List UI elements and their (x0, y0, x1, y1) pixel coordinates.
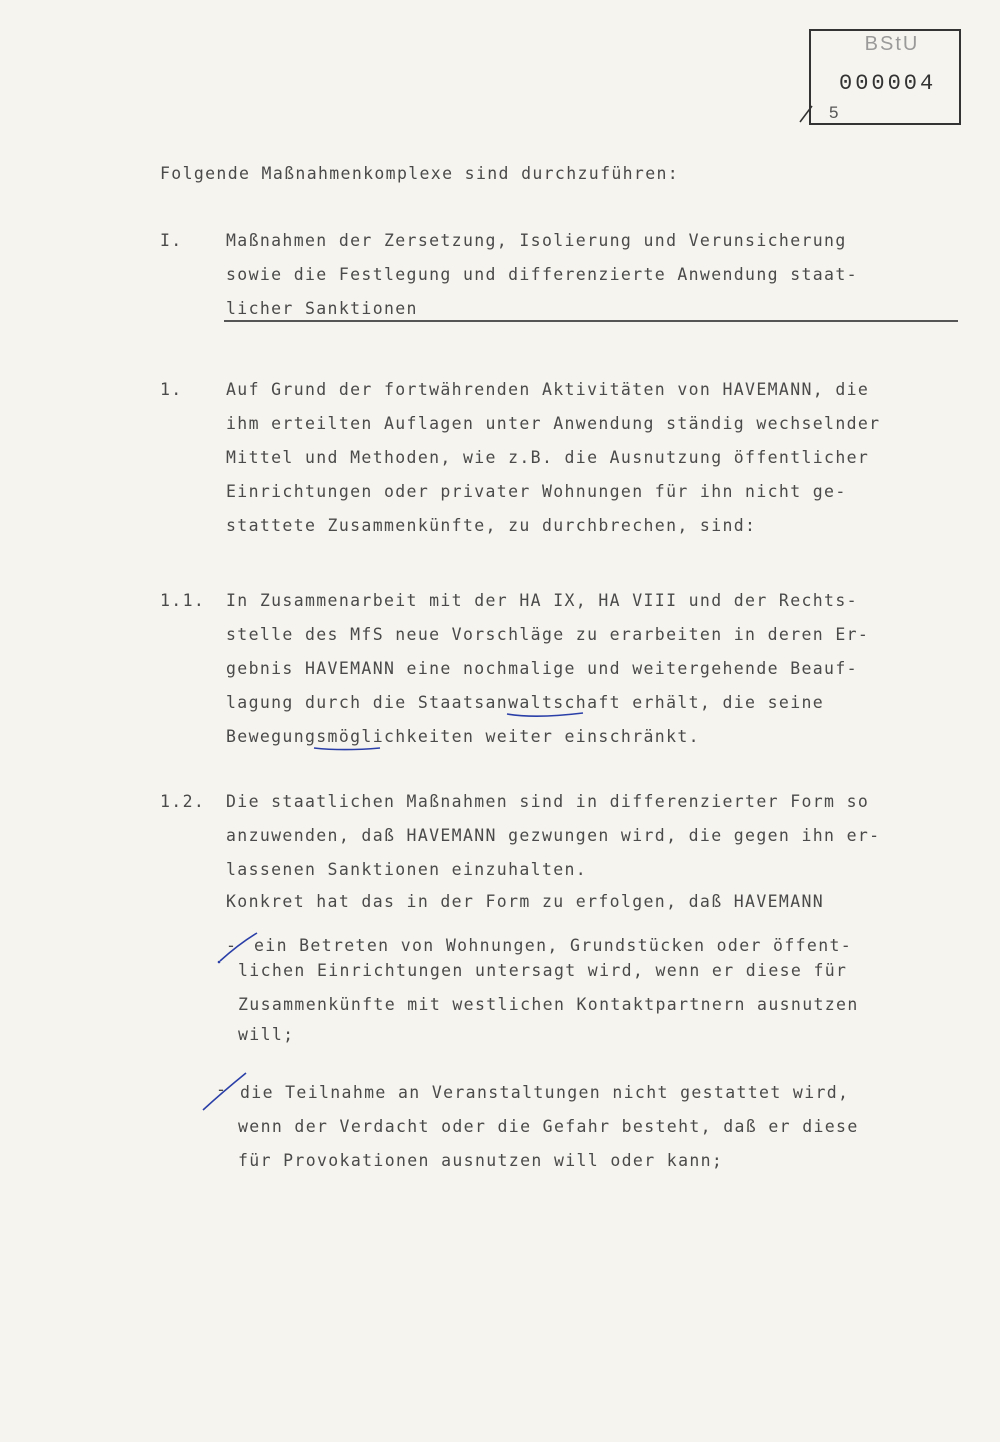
pen-underline (505, 708, 585, 720)
item-line: Einrichtungen oder privater Wohnungen für ihn nicht ge- (226, 482, 847, 501)
bullet-line: wenn der Verdacht oder die Gefahr besteht, daß er diese (238, 1117, 859, 1136)
item-line: In Zusammenarbeit mit der HA IX, HA VIII und der Rechts- (226, 591, 858, 610)
section-line: licher Sanktionen (226, 299, 418, 318)
archive-stamp (809, 29, 961, 125)
bullet-marker: - (226, 936, 236, 955)
bullet-line: ein Betreten von Wohnungen, Grundstücken oder öffent- (254, 936, 853, 955)
section-underline (224, 320, 958, 322)
item-line: Auf Grund der fortwährenden Aktivitäten von HAVEMANN, die (226, 380, 870, 399)
bullet-line: Zusammenkünfte mit westlichen Kontaktpartnern ausnutzen (238, 995, 859, 1014)
item-line: lagung durch die Staatsanwaltschaft erhält, die seine (226, 693, 825, 712)
item-number: 1.1. (160, 591, 206, 610)
intro-heading: Folgende Maßnahmenkomplexe sind durchzuführen: (160, 164, 680, 183)
pen-underline (312, 742, 382, 754)
bullet-marker: - (216, 1080, 226, 1099)
section-number: I. (160, 231, 183, 250)
stamp-page-number: 5 (829, 103, 839, 122)
item-line: Die staatlichen Maßnahmen sind in differenzierter Form so (226, 792, 870, 811)
item-line: anzuwenden, daß HAVEMANN gezwungen wird, die gegen ihn er- (226, 826, 881, 845)
item-number: 1. (160, 380, 183, 399)
bullet-line: die Teilnahme an Veranstaltungen nicht gestattet wird, (240, 1083, 850, 1102)
stamp-label: BStU (864, 33, 920, 55)
bullet-line: lichen Einrichtungen untersagt wird, wenn er diese für (238, 961, 848, 980)
stamp-slash-mark (798, 104, 814, 124)
item-line: ihm erteilten Auflagen unter Anwendung ständig wechselnder (226, 414, 881, 433)
item-line: lassenen Sanktionen einzuhalten. (226, 860, 588, 879)
item-line: stattete Zusammenkünfte, zu durchbrechen, sind: (226, 516, 757, 535)
bullet-line: für Provokationen ausnutzen will oder kann; (238, 1151, 724, 1170)
item-line: Bewegungsmöglichkeiten weiter einschränkt. (226, 727, 700, 746)
section-line: sowie die Festlegung und differenzierte Anwendung staat- (226, 265, 858, 284)
stamp-number: 000004 (839, 71, 937, 96)
item-line: Mittel und Methoden, wie z.B. die Ausnutzung öffentlicher (226, 448, 870, 467)
bullet-line: will; (238, 1025, 295, 1044)
item-number: 1.2. (160, 792, 206, 811)
item-line: stelle des MfS neue Vorschläge zu erarbeiten in deren Er- (226, 625, 870, 644)
item-line: Konkret hat das in der Form zu erfolgen, daß HAVEMANN (226, 892, 825, 911)
item-line: gebnis HAVEMANN eine nochmalige und weitergehende Beauf- (226, 659, 858, 678)
section-line: Maßnahmen der Zersetzung, Isolierung und Verunsicherung (226, 231, 847, 250)
